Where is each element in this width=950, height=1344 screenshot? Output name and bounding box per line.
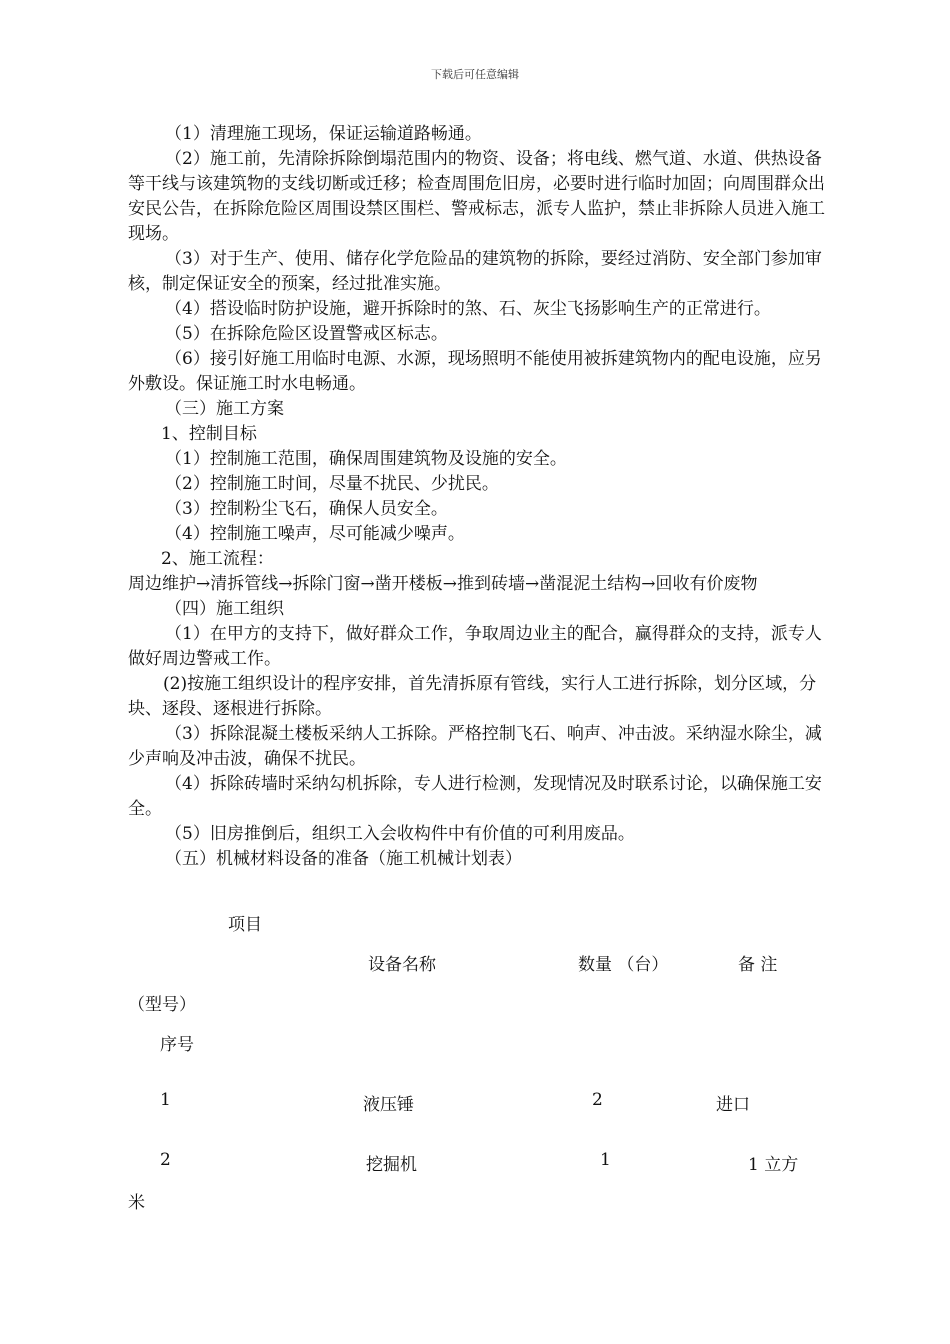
table-row-2-note-wrap: 米	[128, 1193, 145, 1213]
paragraph-5: （5）在拆除危险区设置警戒区标志。	[165, 324, 448, 344]
table-row-2-note: 1 立方	[748, 1155, 799, 1175]
table-row-1-seq: 1	[160, 1090, 171, 1110]
table-header-model: （型号）	[128, 995, 196, 1015]
org-item-5: （5）旧房推倒后，组织工入会收构件中有价值的可利用废品。	[165, 824, 635, 844]
subheading-control-goals: 1、控制目标	[161, 424, 257, 444]
section-heading-3: （三）施工方案	[165, 399, 284, 419]
org-item-1: （1）在甲方的支持下，做好群众工作，争取周边业主的配合，赢得群众的支持，派专人做好周边警戒工作。	[128, 624, 822, 669]
section-heading-4: （四）施工组织	[165, 599, 284, 619]
table-row-1-note: 进口	[716, 1095, 750, 1115]
paragraph-3: （3）对于生产、使用、储存化学危险品的建筑物的拆除，要经过消防、安全部门参加审核，制定保证安全的预案，经过批准实施。	[128, 249, 822, 294]
table-row-2-name: 挖掘机	[366, 1155, 417, 1175]
table-row-2-seq: 2	[160, 1150, 171, 1170]
goal-1: （1）控制施工范围，确保周围建筑物及设施的安全。	[165, 449, 567, 469]
process-flow: 周边维护→清拆管线→拆除门窗→凿开楼板→推到砖墙→凿混泥土结构→回收有价废物	[128, 574, 758, 594]
goal-2: （2）控制施工时间，尽量不扰民、少扰民。	[165, 474, 499, 494]
table-header-name: 设备名称	[368, 955, 436, 975]
paragraph-2: （2）施工前，先清除拆除倒塌范围内的物资、设备；将电线、燃气道、水道、供热设备等干线与该建筑物的支线切断或迁移；检查周围危旧房，必要时进行临时加固；向周围群众出安民公告，在拆除危险区周围设禁区围栏、警戒标志，派专人监护，禁止非拆除人员进入施工现场。	[128, 149, 825, 244]
paragraph-1: （1）清理施工现场，保证运输道路畅通。	[165, 124, 482, 144]
table-row-1-name: 液压锤	[363, 1095, 414, 1115]
goal-4: （4）控制施工噪声，尽可能减少噪声。	[165, 524, 465, 544]
table-row-2-qty: 1	[600, 1150, 611, 1170]
table-header-item: 项目	[228, 915, 262, 935]
paragraph-6: （6）接引好施工用临时电源、水源，现场照明不能使用被拆建筑物内的配电设施，应另外敷设。保证施工时水电畅通。	[128, 349, 822, 394]
table-header-seq: 序号	[160, 1035, 194, 1055]
document-body	[128, 122, 834, 872]
subheading-process: 2、施工流程：	[161, 549, 274, 569]
org-item-4: （4）拆除砖墙时采纳勾机拆除，专人进行检测，发现情况及时联系讨论，以确保施工安全。	[128, 774, 822, 819]
goal-3: （3）控制粉尘飞石，确保人员安全。	[165, 499, 448, 519]
table-header-qty: 数量 （台）	[578, 955, 669, 975]
org-item-2: (2)按施工组织设计的程序安排，首先清拆原有管线，实行人工进行拆除，划分区域，分块、逐段、逐根进行拆除。	[128, 674, 817, 719]
table-header-note: 备 注	[738, 955, 778, 975]
paragraph-4: （4）搭设临时防护设施，避开拆除时的煞、石、灰尘飞扬影响生产的正常进行。	[165, 299, 771, 319]
table-row-1-qty: 2	[592, 1090, 603, 1110]
section-heading-5: （五）机械材料设备的准备（施工机械计划表）	[165, 849, 522, 869]
page-header-note: 下载后可任意编辑	[431, 68, 519, 81]
org-item-3: （3）拆除混凝土楼板采纳人工拆除。严格控制飞石、响声、冲击波。采纳湿水除尘，减少声响及冲击波，确保不扰民。	[128, 724, 822, 769]
